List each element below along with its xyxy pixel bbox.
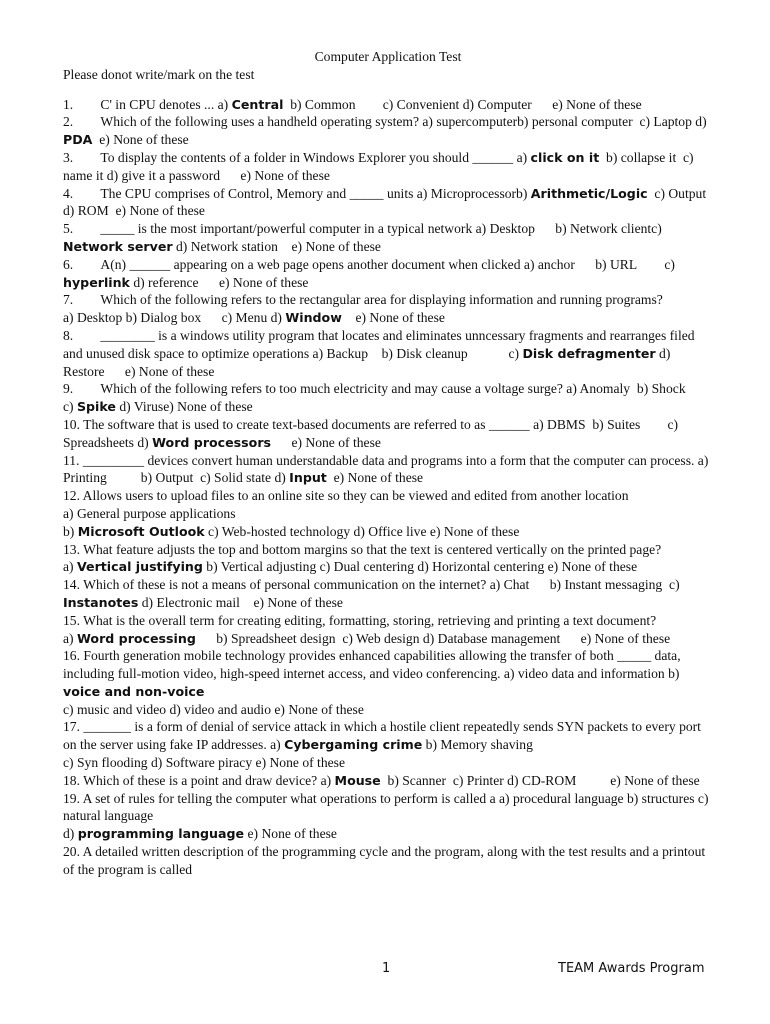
question-options: d) reference e) None of these: [129, 274, 309, 290]
question-text: 5. _____ is the most important/powerful computer in a typical network a) Desktop b) Network clientc): [63, 221, 666, 237]
question-text: 13. What feature adjusts the top and bottom margins so that the text is centered vertically on the printed page? a): [63, 541, 662, 575]
question-item: [63, 772, 713, 790]
answer-highlight: Network server: [63, 238, 173, 254]
question-options: e) None of these: [244, 826, 337, 842]
question-options: d) Electronic mail e) None of these: [138, 594, 343, 610]
question-item: [63, 790, 713, 843]
question-text: 3. To display the contents of a folder in Windows Explorer you should ______ a): [63, 149, 531, 165]
answer-highlight: Window: [285, 310, 342, 326]
answer-highlight: Input: [289, 470, 327, 486]
answer-highlight: hyperlink: [63, 274, 130, 290]
answer-highlight: Spike: [76, 399, 116, 415]
answer-highlight: Arithmetic/Logic: [530, 185, 648, 201]
question-text: 12. Allows users to upload files to an online site so they can be viewed and edited from another location a) General purpose applications b): [63, 488, 629, 539]
question-item: [63, 291, 713, 327]
footer-program-name: TEAM Awards Program: [558, 961, 705, 976]
question-text: 14. Which of these is not a means of personal communication on the internet? a) Chat b) Instant messaging c): [63, 577, 683, 593]
question-text: 7. Which of the following refers to the rectangular area for displaying information and running programs? a) Desktop b) Dialog box c) Menu d): [63, 292, 663, 326]
question-item: [63, 487, 713, 540]
question-text: 18. Which of these is a point and draw device? a): [63, 772, 335, 788]
answer-highlight: Mouse: [334, 772, 381, 788]
answer-highlight: PDA: [63, 132, 93, 148]
question-item: [63, 576, 713, 612]
question-text: 11. _________ devices convert human understandable data and programs into a form that the computer can process. a) Printing b) Output c) Solid state d): [63, 452, 712, 486]
question-item: [63, 452, 713, 488]
question-options: b) Scanner c) Printer d) CD-ROM e) None of these: [380, 772, 700, 788]
question-item: [63, 113, 713, 149]
answer-highlight: programming language: [77, 826, 245, 842]
question-options: d) Viruse) None of these: [115, 399, 253, 415]
question-item: [63, 647, 713, 718]
question-item: [63, 416, 713, 452]
question-item: [63, 718, 713, 771]
question-item: [63, 380, 713, 416]
question-text: 2. Which of the following uses a handheld operating system? a) supercomputerb) personal computer c) Laptop d): [63, 114, 711, 130]
question-item: [63, 612, 713, 648]
answer-highlight: Cybergaming crime: [284, 737, 423, 753]
question-options: e) None of these: [341, 310, 445, 326]
question-list: [63, 96, 713, 879]
question-options: b) collapse it c) name it d) give it a password e) None of these: [63, 149, 697, 183]
question-options: d) Restore e) None of these: [63, 345, 674, 379]
page-number: 1: [382, 961, 391, 976]
question-item: [63, 220, 713, 256]
question-item: [63, 96, 713, 114]
question-text: 20. A detailed written description of the programming cycle and the program, along with the test results and a printout of the program is called: [63, 844, 709, 877]
question-item: [63, 327, 713, 380]
document-title: Computer Application Test: [314, 49, 462, 64]
answer-highlight: Microsoft Outlook: [77, 523, 205, 539]
question-item: [63, 185, 713, 221]
question-options: b) Vertical adjusting c) Dual centering d) Horizontal centering e) None of these: [202, 559, 638, 575]
question-options: e) None of these: [271, 434, 381, 450]
question-item: [63, 149, 713, 185]
document-body: [63, 48, 713, 879]
question-options: e) None of these: [326, 470, 424, 486]
question-options: e) None of these: [92, 132, 189, 148]
question-text: 15. What is the overall term for creating editing, formatting, storing, retrieving and printing a text document? a): [63, 612, 657, 646]
question-text: 1. C' in CPU denotes ... a): [63, 96, 232, 112]
question-text: 9. Which of the following refers to too much electricity and may cause a voltage surge? a) Anomaly b) Shock c): [63, 381, 707, 415]
question-text: 19. A set of rules for telling the computer what operations to perform is called a a) procedural language b) structures c) natural language d): [63, 790, 709, 842]
question-options: c) Web-hosted technology d) Office live e) None of these: [204, 523, 520, 539]
page-footer: [0, 958, 770, 980]
question-text: 6. A(n) ______ appearing on a web page opens another document when clicked a) anchor b) URL c): [63, 256, 679, 272]
question-options: b) Common c) Convenient d) Computer e) None of these: [283, 96, 642, 112]
question-options: c) music and video d) video and audio e) None of these: [63, 701, 364, 717]
answer-highlight: Word processors: [152, 434, 272, 450]
question-text: 8. ________ is a windows utility program that locates and eliminates unncessary fragments and rearranges filed and unused disk space to optimize operations a) Backup b) Disk cleanup c): [63, 327, 698, 361]
question-text: 4. The CPU comprises of Control, Memory and _____ units a) Microprocessorb): [63, 185, 531, 201]
question-options: b) Spreadsheet design c) Web design d) Database management e) None of these: [195, 630, 671, 646]
answer-highlight: click on it: [530, 149, 600, 165]
question-options: d) Network station e) None of these: [172, 238, 381, 254]
question-item: [63, 256, 713, 292]
instruction-note: Please donot write/mark on the test: [63, 66, 255, 82]
answer-highlight: Word processing: [76, 630, 196, 646]
question-item: [63, 541, 713, 577]
question-options: c) Output d) ROM e) None of these: [63, 185, 710, 219]
question-text: 16. Fourth generation mobile technology provides enhanced capabilities allowing the transfer of both _____ data, including full-motion video, high-speed internet access, and video conferencing. a) video data and information b): [63, 648, 684, 682]
answer-highlight: voice and non-voice: [63, 683, 205, 699]
answer-highlight: Disk defragmenter: [522, 345, 656, 361]
question-options: b) Memory shaving c) Syn flooding d) Software piracy e) None of these: [63, 737, 533, 771]
question-item: [63, 843, 713, 879]
question-text: 10. The software that is used to create text-based documents are referred to as ______ a) DBMS b) Suites c) Spreadsheets d): [63, 416, 682, 450]
answer-highlight: Vertical justifying: [76, 559, 203, 575]
answer-highlight: Central: [231, 96, 284, 112]
answer-highlight: Instanotes: [63, 594, 139, 610]
question-text: 17. _______ is a form of denial of service attack in which a hostile client repeatedly sends SYN packets to every port on the server using fake IP addresses. a): [63, 719, 705, 753]
